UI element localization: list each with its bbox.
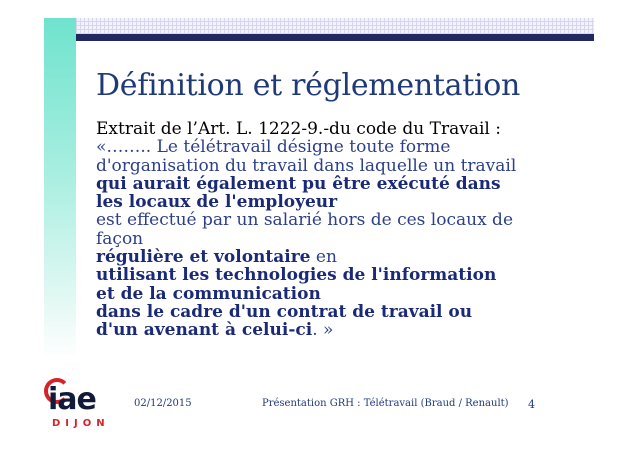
bold-phrase: d'un avenant à celui-ci: [96, 320, 313, 341]
intro-line: Extrait de l’Art. L. 1222-9.-du code du Travail :: [96, 119, 501, 139]
footer-date: 02/12/2015: [134, 398, 192, 409]
body-line: est effectué par un salarié hors de ces locaux de: [96, 210, 513, 231]
logo-wordmark: iae: [48, 382, 96, 417]
header-grid-strip: [76, 18, 594, 34]
bold-phrase: dans le cadre d'un contrat de travail ou: [96, 301, 473, 322]
page-number: 4: [528, 398, 535, 411]
bold-phrase: qui aurait également pu être exécuté dans: [96, 173, 501, 194]
header-teal-bar: [44, 18, 76, 358]
body-fragment: . »: [312, 320, 334, 341]
logo-city: DIJON: [52, 418, 110, 429]
bold-phrase: les locaux de l'employeur: [96, 192, 338, 213]
slide-body: [96, 120, 561, 340]
body-line: «…….. Le télétravail désigne toute forme: [96, 137, 451, 158]
body-line: d'organisation du travail dans laquelle un travail: [96, 155, 517, 176]
body-line: façon: [96, 228, 144, 249]
header-navy-line: [76, 34, 594, 41]
slide-title: Définition et réglementation: [96, 68, 521, 103]
bold-phrase: régulière et volontaire: [96, 247, 311, 268]
bold-phrase: utilisant les technologies de l'information: [96, 265, 497, 286]
iae-dijon-logo: [40, 378, 114, 434]
body-fragment: en: [310, 247, 337, 268]
footer-text: Présentation GRH : Télétravail (Braud / Renault): [262, 398, 509, 409]
bold-phrase: et de la communication: [96, 283, 321, 304]
